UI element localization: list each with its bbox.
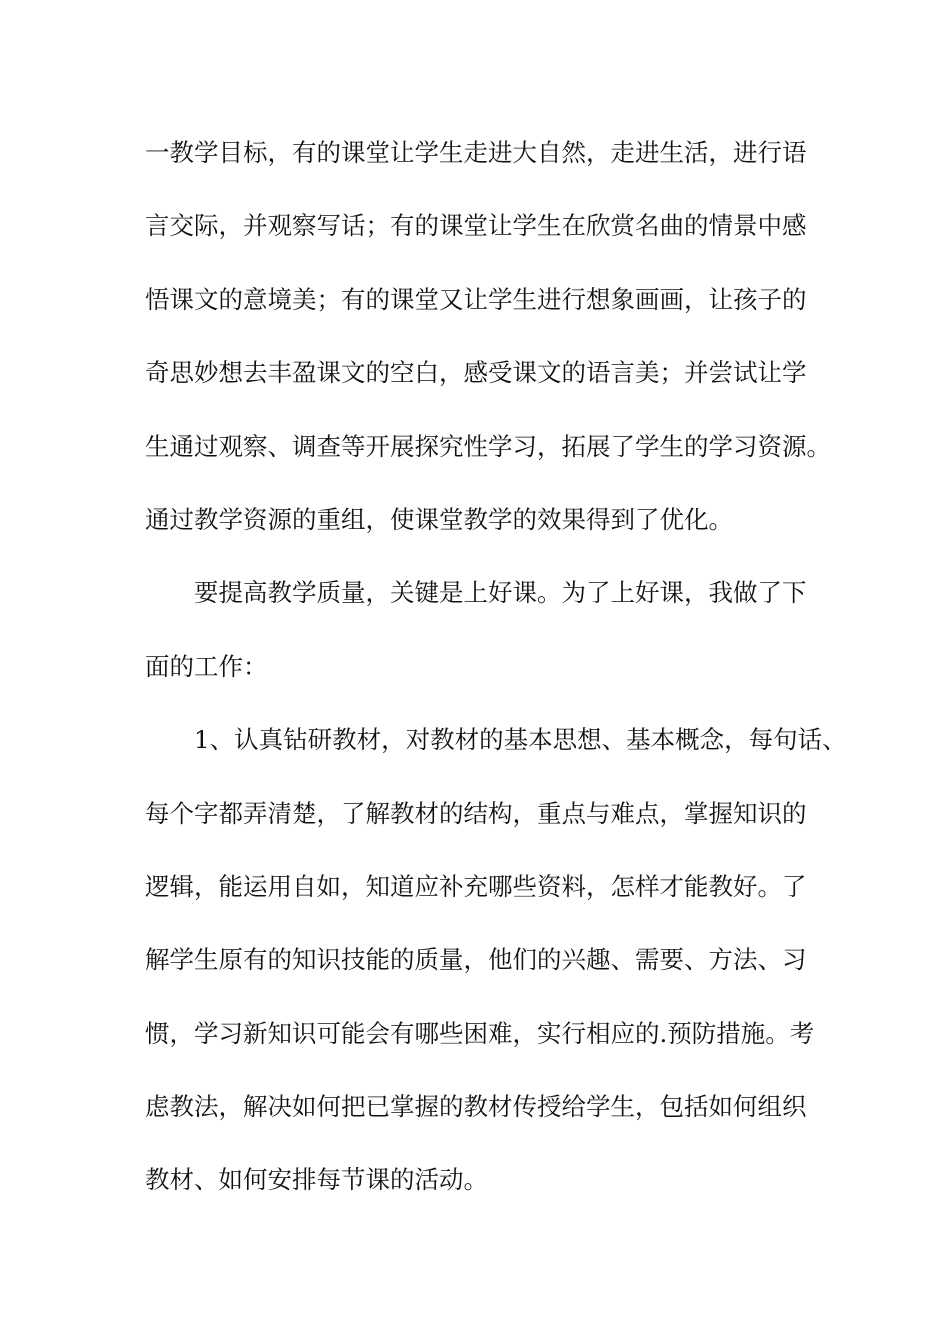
- body-text: [145, 128, 847, 1229]
- text-line: 言交际，并观察写话；有的课堂让学生在欣赏名曲的情景中感: [145, 211, 807, 241]
- text-line: 悟课文的意境美；有的课堂又让学生进行想象画画，让孩子的: [145, 284, 807, 314]
- text-line: 每个字都弄清楚，了解教材的结构，重点与难点，掌握知识的: [145, 798, 807, 828]
- paragraph-start-line: 要提高教学质量，关键是上好课。为了上好课，我做了下: [194, 578, 807, 608]
- text-line: 解学生原有的知识技能的质量，他们的兴趣、需要、方法、习: [145, 945, 807, 975]
- text-line: 虑教法，解决如何把已掌握的教材传授给学生，包括如何组织: [145, 1092, 807, 1122]
- text-line: 通过教学资源的重组，使课堂教学的效果得到了优化。: [145, 504, 733, 534]
- text-line: 一教学目标，有的课堂让学生走进大自然，走进生活，进行语: [145, 138, 807, 167]
- text-line: 生通过观察、调查等开展探究性学习，拓展了学生的学习资源。: [145, 431, 831, 461]
- text-line: 逻辑，能运用自如，知道应补充哪些资料，怎样才能教好。了: [145, 871, 807, 901]
- text-line: 惯，学习新知识可能会有哪些困难，实行相应的.预防措施。考: [145, 1018, 815, 1048]
- text-line: 面的工作：: [145, 651, 268, 681]
- text-line: 教材、如何安排每节课的活动。: [145, 1165, 488, 1195]
- text-line: 奇思妙想去丰盈课文的空白，感受课文的语言美；并尝试让学: [145, 358, 807, 388]
- paragraph-start-line: 1、认真钻研教材，对教材的基本思想、基本概念，每句话、: [194, 725, 847, 755]
